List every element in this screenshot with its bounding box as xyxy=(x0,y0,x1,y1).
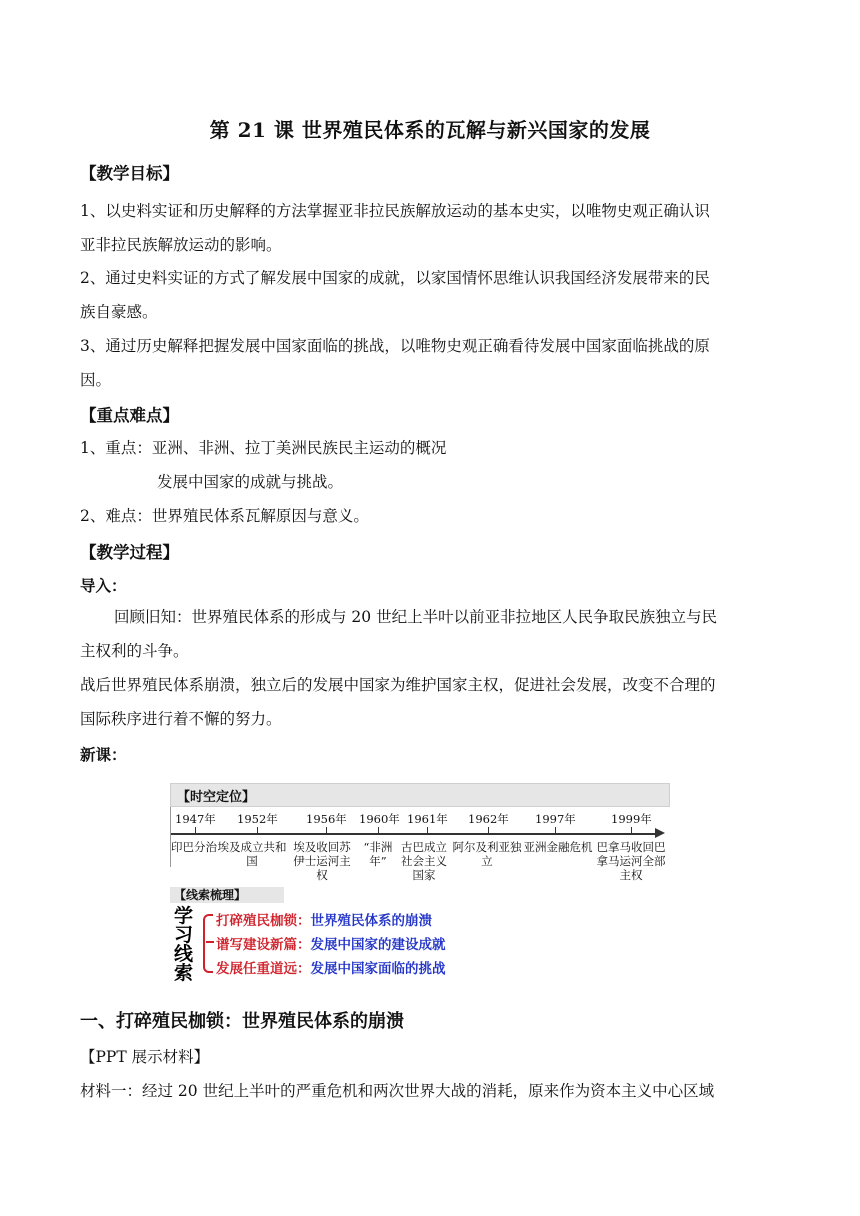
timeline-arrow-icon xyxy=(655,828,665,838)
timeline-year: 1961年 xyxy=(407,812,448,826)
clue-item xyxy=(216,957,446,977)
clue-value: 发展中国家的建设成就 xyxy=(310,937,446,953)
timeline-tick xyxy=(555,827,556,834)
clue-vertical-label: 学习线索 xyxy=(174,905,194,984)
key-points-heading: 【重点难点】 xyxy=(80,406,179,425)
clue-value: 世界殖民体系的崩溃 xyxy=(310,913,432,929)
clue-bracket-mid xyxy=(206,941,214,943)
timeline-event: 阿尔及利亚独立 xyxy=(452,840,522,868)
timeline-event: 印巴分治 xyxy=(171,840,217,854)
timeline-year: 1999年 xyxy=(611,812,652,826)
objectives-heading: 【教学目标】 xyxy=(80,164,179,183)
timeline-tick xyxy=(326,827,327,834)
timeline-tick xyxy=(195,827,196,834)
new-lesson-label: 新课： xyxy=(80,745,127,764)
timeline-event: 亚洲金融危机 xyxy=(523,840,593,854)
timeline-heading-bar xyxy=(170,783,670,807)
timeline-year: 1997年 xyxy=(535,812,576,826)
timeline-year: 1956年 xyxy=(306,812,347,826)
intro-line: 国际秩序进行着不懈的努力。 xyxy=(80,710,282,728)
key-point-line: 1、重点：亚洲、非洲、拉丁美洲民族民主运动的概况 xyxy=(80,439,447,457)
page-title: 第 21 课 世界殖民体系的瓦解与新兴国家的发展 xyxy=(209,118,651,142)
intro-line: 回顾旧知：世界殖民体系的形成与 20 世纪上半叶以前亚非拉地区人民争取民族独立与民 xyxy=(114,608,718,626)
key-point-line: 发展中国家的成就与挑战。 xyxy=(157,473,344,491)
timeline-year: 1947年 xyxy=(175,812,216,826)
timeline-event: 巴拿马收回巴拿马运河全部主权 xyxy=(596,840,666,882)
timeline-figure xyxy=(170,783,670,986)
clue-item xyxy=(216,933,446,953)
timeline-event: 埃及成立共和国 xyxy=(217,840,287,868)
intro-line: 主权利的斗争。 xyxy=(80,642,189,660)
objective-line: 2、通过史料实证的方式了解发展中国家的成就，以家国情怀思维认识我国经济发展带来的民 xyxy=(80,269,710,287)
timeline-tick xyxy=(631,827,632,834)
objective-line: 3、通过历史解释把握发展中国家面临的挑战，以唯物史观正确看待发展中国家面临挑战的原 xyxy=(80,337,710,355)
timeline-heading: 【时空定位】 xyxy=(177,790,256,805)
timeline-event: “非洲年” xyxy=(363,840,393,868)
objective-line: 亚非拉民族解放运动的影响。 xyxy=(80,236,282,254)
intro-label: 导入： xyxy=(80,576,127,595)
objective-line: 因。 xyxy=(80,371,112,389)
objective-line: 族自豪感。 xyxy=(80,303,158,321)
timeline-tick xyxy=(427,827,428,834)
timeline xyxy=(170,807,669,882)
timeline-tick xyxy=(378,827,379,834)
clue-value: 发展中国家面临的挑战 xyxy=(310,961,446,977)
timeline-event: 古巴成立社会主义国家 xyxy=(401,840,447,882)
process-heading: 【教学过程】 xyxy=(80,543,179,562)
clue-bracket xyxy=(203,914,213,973)
timeline-axis xyxy=(171,833,659,835)
clue-item xyxy=(216,909,432,929)
timeline-year: 1952年 xyxy=(237,812,278,826)
clue-key: 发展任重道远： xyxy=(216,961,311,977)
key-point-line: 2、难点：世界殖民体系瓦解原因与意义。 xyxy=(80,507,369,525)
clue-heading: 【线索梳理】 xyxy=(170,887,284,903)
objective-line: 1、以史料实证和历史解释的方法掌握亚非拉民族解放运动的基本史实，以唯物史观正确认识 xyxy=(80,202,710,220)
timeline-year: 1960年 xyxy=(359,812,400,826)
ppt-label: 【PPT 展示材料】 xyxy=(80,1048,210,1066)
timeline-year: 1962年 xyxy=(468,812,509,826)
timeline-tick xyxy=(257,827,258,834)
clue-key: 打碎殖民枷锁： xyxy=(216,913,311,929)
timeline-event: 埃及收回苏伊士运河主权 xyxy=(293,840,351,882)
clue-key: 谱写建设新篇： xyxy=(216,937,311,953)
timeline-tick xyxy=(488,827,489,834)
section-heading: 一、打碎殖民枷锁：世界殖民体系的崩溃 xyxy=(80,1011,404,1032)
material-line: 材料一：经过 20 世纪上半叶的严重危机和两次世界大战的消耗，原来作为资本主义中心区域 xyxy=(80,1082,715,1100)
intro-line: 战后世界殖民体系崩溃，独立后的发展中国家为维护国家主权，促进社会发展，改变不合理的 xyxy=(80,676,716,694)
